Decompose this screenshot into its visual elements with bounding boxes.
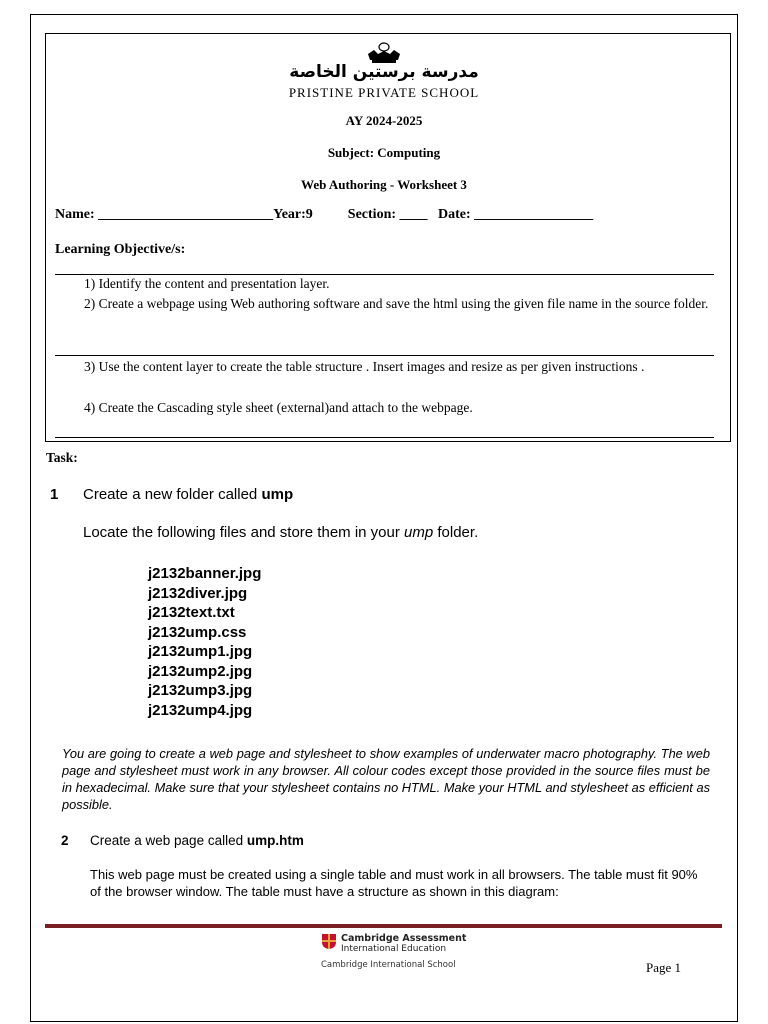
file-item: j2132ump4.jpg bbox=[148, 701, 253, 719]
page-file-name: ump.htm bbox=[246, 833, 304, 848]
file-item: j2132diver.jpg bbox=[148, 584, 248, 602]
objective-2: 2) Create a webpage using Web authoring software and save the html using the given file name in the source folder. bbox=[84, 296, 709, 311]
step-1-number: 1 bbox=[50, 486, 59, 503]
cambridge-line-1: Cambridge Assessment bbox=[341, 933, 467, 944]
file-item: j2132ump2.jpg bbox=[148, 662, 253, 680]
step-1-text-prefix: Create a new folder called bbox=[83, 486, 262, 503]
file-item: j2132banner.jpg bbox=[148, 565, 262, 582]
step-2-text-prefix: Create a web page called bbox=[90, 833, 247, 848]
objective-1: 1) Identify the content and presentation layer. bbox=[84, 276, 330, 291]
task-label: Task: bbox=[46, 450, 78, 465]
file-item: j2132text.txt bbox=[148, 604, 235, 621]
step-1-text bbox=[83, 486, 293, 503]
objective-rule bbox=[55, 437, 714, 438]
cambridge-line-2: International Education bbox=[341, 944, 447, 954]
academic-year: AY 2024-2025 bbox=[345, 113, 423, 128]
file-item: j2132ump.css bbox=[148, 623, 247, 641]
file-item: j2132ump3.jpg bbox=[148, 682, 253, 699]
objective-4: 4) Create the Cascading style sheet (external)and attach to the webpage. bbox=[84, 400, 473, 415]
cambridge-shield-icon bbox=[321, 933, 337, 950]
locate-folder: ump bbox=[404, 524, 434, 541]
folder-name: ump bbox=[261, 486, 294, 503]
school-name-english: PRISTINE PRIVATE SCHOOL bbox=[288, 85, 480, 100]
objective-3: 3) Use the content layer to create the table structure . Insert images and resize as per given instructions . bbox=[84, 359, 645, 374]
locate-prefix: Locate the following files and store them in your bbox=[83, 524, 405, 541]
page-number: Page 1 bbox=[646, 960, 682, 975]
student-info-line: Name: _________________________Year:9 Section: ____ Date: _________________ bbox=[55, 207, 594, 222]
locate-instruction bbox=[83, 524, 478, 541]
footer-rule bbox=[45, 924, 722, 928]
worksheet-title: Web Authoring - Worksheet 3 bbox=[301, 177, 467, 192]
school-name-arabic: مدرسة برستين الخاصة bbox=[289, 62, 479, 82]
step-2-text bbox=[90, 833, 304, 848]
step-2-description: This web page must be created using a single table and must work in all browsers. The table must fit 90% of the browser window. The table must have a structure as shown in this diagram: bbox=[90, 867, 698, 899]
task-intro: You are going to create a web page and stylesheet to show examples of underwater macro photography. The web page and stylesheet must work in any browser. All colour codes except those provided in the source files must be in hexadecimal. Make sure that your stylesheet contains no HTML. Make your HTML and stylesheet as efficient as possible. bbox=[62, 746, 710, 812]
file-list bbox=[148, 564, 261, 720]
cambridge-school: Cambridge International School bbox=[321, 960, 456, 970]
subject-line: Subject: Computing bbox=[327, 145, 441, 160]
step-2-number: 2 bbox=[61, 833, 69, 848]
school-logo bbox=[0, 42, 768, 64]
learning-objectives-title: Learning Objective/s: bbox=[55, 242, 186, 257]
school-crest-icon bbox=[364, 42, 404, 64]
locate-suffix: folder. bbox=[433, 524, 479, 541]
file-item: j2132ump1.jpg bbox=[148, 643, 253, 660]
